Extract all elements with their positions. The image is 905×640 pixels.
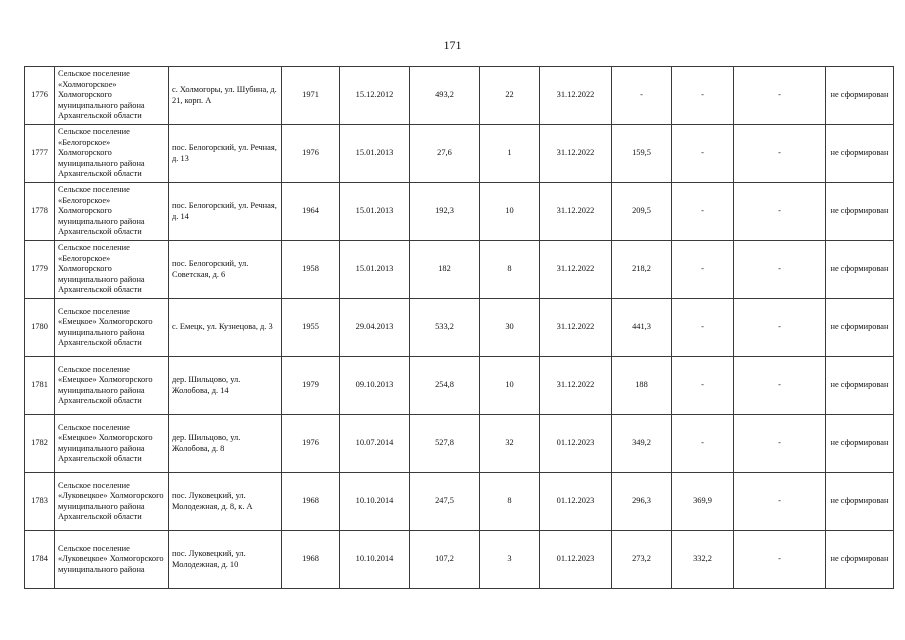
address-cell: пос. Белогорский, ул. Советская, д. 6 xyxy=(169,241,282,299)
row-number-cell: 1780 xyxy=(25,299,55,357)
value-1-cell: 188 xyxy=(612,357,672,415)
value-3-cell: - xyxy=(734,357,826,415)
address-cell: пос. Луковецкий, ул. Молодежная, д. 8, к. А xyxy=(169,473,282,531)
status-cell: не сформирован xyxy=(826,415,894,473)
table-row xyxy=(25,299,894,357)
area-cell: 493,2 xyxy=(410,67,480,125)
address-cell: с. Емецк, ул. Кузнецова, д. 3 xyxy=(169,299,282,357)
value-3-cell: - xyxy=(734,125,826,183)
value-3-cell: - xyxy=(734,299,826,357)
value-1-cell: 209,5 xyxy=(612,183,672,241)
address-cell: дер. Шильцово, ул. Жолобова, д. 14 xyxy=(169,357,282,415)
settlement-name-cell: Сельское поселение «Белогорское» Холмогорского муниципального района Архангельской области xyxy=(55,183,169,241)
construction-year-cell: 1958 xyxy=(282,241,340,299)
row-number-cell: 1777 xyxy=(25,125,55,183)
settlement-name-cell: Сельское поселение «Холмогорское» Холмогорского муниципального района Архангельской области xyxy=(55,67,169,125)
area-cell: 107,2 xyxy=(410,531,480,589)
status-cell: не сформирован xyxy=(826,473,894,531)
status-cell: не сформирован xyxy=(826,67,894,125)
recognition-date-cell: 10.10.2014 xyxy=(340,531,410,589)
residents-count-cell: 1 xyxy=(480,125,540,183)
value-3-cell: - xyxy=(734,241,826,299)
resettlement-deadline-cell: 31.12.2022 xyxy=(540,299,612,357)
recognition-date-cell: 10.07.2014 xyxy=(340,415,410,473)
construction-year-cell: 1971 xyxy=(282,67,340,125)
row-number-cell: 1781 xyxy=(25,357,55,415)
status-cell: не сформирован xyxy=(826,357,894,415)
construction-year-cell: 1968 xyxy=(282,531,340,589)
area-cell: 254,8 xyxy=(410,357,480,415)
row-number-cell: 1779 xyxy=(25,241,55,299)
status-cell: не сформирован xyxy=(826,125,894,183)
resettlement-deadline-cell: 31.12.2022 xyxy=(540,183,612,241)
residents-count-cell: 3 xyxy=(480,531,540,589)
value-3-cell: - xyxy=(734,67,826,125)
row-number-cell: 1784 xyxy=(25,531,55,589)
resettlement-deadline-cell: 31.12.2022 xyxy=(540,357,612,415)
value-2-cell: 332,2 xyxy=(672,531,734,589)
address-cell: пос. Белогорский, ул. Речная, д. 14 xyxy=(169,183,282,241)
address-cell: с. Холмогоры, ул. Шубина, д. 21, корп. А xyxy=(169,67,282,125)
settlement-name-cell: Сельское поселение «Белогорское» Холмогорского муниципального района Архангельской области xyxy=(55,241,169,299)
value-1-cell: 441,3 xyxy=(612,299,672,357)
value-2-cell: - xyxy=(672,67,734,125)
status-cell: не сформирован xyxy=(826,299,894,357)
resettlement-deadline-cell: 01.12.2023 xyxy=(540,531,612,589)
resettlement-deadline-cell: 31.12.2022 xyxy=(540,67,612,125)
housing-registry-table xyxy=(24,66,894,589)
recognition-date-cell: 15.01.2013 xyxy=(340,183,410,241)
settlement-name-cell: Сельское поселение «Емецкое» Холмогорского муниципального района Архангельской области xyxy=(55,357,169,415)
row-number-cell: 1778 xyxy=(25,183,55,241)
status-cell: не сформирован xyxy=(826,183,894,241)
area-cell: 182 xyxy=(410,241,480,299)
table-row xyxy=(25,531,894,589)
recognition-date-cell: 15.01.2013 xyxy=(340,125,410,183)
value-3-cell: - xyxy=(734,415,826,473)
construction-year-cell: 1976 xyxy=(282,125,340,183)
settlement-name-cell: Сельское поселение «Луковецкое» Холмогорского муниципального района Архангельской области xyxy=(55,473,169,531)
address-cell: дер. Шильцово, ул. Жолобова, д. 8 xyxy=(169,415,282,473)
row-number-cell: 1783 xyxy=(25,473,55,531)
resettlement-deadline-cell: 31.12.2022 xyxy=(540,241,612,299)
recognition-date-cell: 15.01.2013 xyxy=(340,241,410,299)
table-row xyxy=(25,415,894,473)
address-cell: пос. Луковецкий, ул. Молодежная, д. 10 xyxy=(169,531,282,589)
residents-count-cell: 22 xyxy=(480,67,540,125)
row-number-cell: 1776 xyxy=(25,67,55,125)
value-1-cell: 349,2 xyxy=(612,415,672,473)
area-cell: 27,6 xyxy=(410,125,480,183)
area-cell: 533,2 xyxy=(410,299,480,357)
recognition-date-cell: 10.10.2014 xyxy=(340,473,410,531)
value-2-cell: - xyxy=(672,183,734,241)
residents-count-cell: 8 xyxy=(480,473,540,531)
value-2-cell: 369,9 xyxy=(672,473,734,531)
area-cell: 527,8 xyxy=(410,415,480,473)
table-row xyxy=(25,357,894,415)
construction-year-cell: 1964 xyxy=(282,183,340,241)
residents-count-cell: 10 xyxy=(480,183,540,241)
value-2-cell: - xyxy=(672,357,734,415)
construction-year-cell: 1955 xyxy=(282,299,340,357)
value-2-cell: - xyxy=(672,241,734,299)
settlement-name-cell: Сельское поселение «Белогорское» Холмогорского муниципального района Архангельской области xyxy=(55,125,169,183)
table-row xyxy=(25,183,894,241)
settlement-name-cell: Сельское поселение «Емецкое» Холмогорского муниципального района Архангельской области xyxy=(55,299,169,357)
area-cell: 192,3 xyxy=(410,183,480,241)
value-1-cell: 218,2 xyxy=(612,241,672,299)
area-cell: 247,5 xyxy=(410,473,480,531)
value-3-cell: - xyxy=(734,531,826,589)
table-row xyxy=(25,125,894,183)
table-row xyxy=(25,67,894,125)
value-3-cell: - xyxy=(734,183,826,241)
row-number-cell: 1782 xyxy=(25,415,55,473)
table-row xyxy=(25,241,894,299)
page-number: 171 xyxy=(443,38,462,52)
value-2-cell: - xyxy=(672,299,734,357)
status-cell: не сформирован xyxy=(826,531,894,589)
value-1-cell: - xyxy=(612,67,672,125)
settlement-name-cell: Сельское поселение «Емецкое» Холмогорского муниципального района Архангельской области xyxy=(55,415,169,473)
construction-year-cell: 1968 xyxy=(282,473,340,531)
resettlement-deadline-cell: 01.12.2023 xyxy=(540,473,612,531)
construction-year-cell: 1976 xyxy=(282,415,340,473)
residents-count-cell: 32 xyxy=(480,415,540,473)
construction-year-cell: 1979 xyxy=(282,357,340,415)
value-1-cell: 159,5 xyxy=(612,125,672,183)
table-row xyxy=(25,473,894,531)
recognition-date-cell: 15.12.2012 xyxy=(340,67,410,125)
recognition-date-cell: 29.04.2013 xyxy=(340,299,410,357)
value-2-cell: - xyxy=(672,415,734,473)
resettlement-deadline-cell: 01.12.2023 xyxy=(540,415,612,473)
status-cell: не сформирован xyxy=(826,241,894,299)
value-1-cell: 273,2 xyxy=(612,531,672,589)
residents-count-cell: 30 xyxy=(480,299,540,357)
recognition-date-cell: 09.10.2013 xyxy=(340,357,410,415)
settlement-name-cell: Сельское поселение «Луковецкое» Холмогорского муниципального района xyxy=(55,531,169,589)
resettlement-deadline-cell: 31.12.2022 xyxy=(540,125,612,183)
value-2-cell: - xyxy=(672,125,734,183)
address-cell: пос. Белогорский, ул. Речная, д. 13 xyxy=(169,125,282,183)
residents-count-cell: 10 xyxy=(480,357,540,415)
value-3-cell: - xyxy=(734,473,826,531)
value-1-cell: 296,3 xyxy=(612,473,672,531)
residents-count-cell: 8 xyxy=(480,241,540,299)
